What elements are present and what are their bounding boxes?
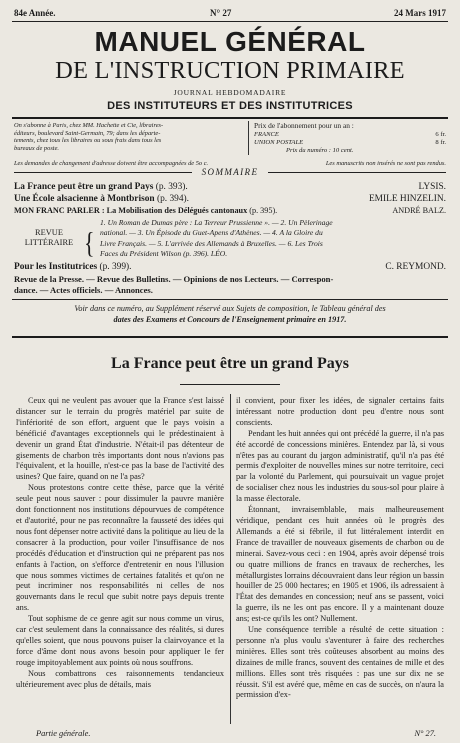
brace: { <box>84 225 95 260</box>
price-table: FRANCE 6 fr. UNION POSTALE 8 fr. <box>254 131 446 146</box>
paragraph: Une conséquence terrible a résulté de cette situation : personne n'a plus voulu s'aventurer à faire des recherches minières. Elles sont très coûteuses absorbent au moins des dizaines de mille francs, souvent des centaines de mille et des millions. Elles sont très risquées : pas une sur dix ne se réussit. S'il est avéré que, même en cas de succès, on n'aura la permission d'ex- <box>236 625 444 700</box>
footer-issue: N° 27. <box>414 729 436 738</box>
masthead-subtitle: JOURNAL HEBDOMADAIRE <box>173 88 287 97</box>
masthead-title-2: DE L'INSTRUCTION PRIMAIRE <box>55 57 405 84</box>
supplement-notice: dates des Examens et Concours de l'Enseignement primaire en 1917. <box>113 315 347 324</box>
toc-row: Une École alsacienne à Montbrison (p. 394). EMILE HINZELIN. <box>14 194 446 204</box>
subscription-info: On s'abonne à Paris, chez MM. Hachette et Cie, libraires- éditeurs, boulevard Saint-Germain, 79; dans les départe- tements, chez tous les libraires ou sous frais dans tous les bureaux de poste. <box>14 122 164 152</box>
issue-number: N° 27 <box>210 8 232 18</box>
masthead-audience: DES INSTITUTEURS ET DES INSTITUTRICES <box>107 100 353 112</box>
revue-litteraire-contents: 1. Un Roman de Dumas père : La Terreur Prussienne ». — 2. Un Pèlerinage national. — 3. Un Épisode du Guet-Apens d'Athènes. — 4. A la Gloire du Livre Français. — 5. L'arrivée des Allemands à Bruxelles. — 6. Les Trois Faces du Président Wilson (p. 396). LÉO. <box>100 218 333 259</box>
footer-section: Partie générale. <box>36 729 91 738</box>
toc-row: La France peut être un grand Pays (p. 393). LYSIS. <box>14 182 446 192</box>
year-label: 84e Année. <box>14 8 56 18</box>
article-column-2 <box>236 396 444 701</box>
paragraph: Ceux qui ne veulent pas avouer que la France s'est laissé distancer sur le terrain du progrès matériel par suite de l'infériorité de son effort, arguent que le pays voisin a bénéficié d'avantages exceptionnels qui le prédestinaient à devenir un grand État d'industrie. N'était-il pas détenteur de gisements de charbon très importants dont nous n'avions pas l'équivalent, et la houille, n'est-ce pas la base de l'activité des usines? Que faire, quand on ne l'a pas? <box>16 396 224 482</box>
manuscript-notice: Les manuscrits non insérés ne sont pas rendus. <box>325 160 446 167</box>
paragraph: il convient, pour fixer les idées, de signaler certains faits intéressant notre production dont peu d'entre nous sont conscients. <box>236 396 444 427</box>
article-column-1 <box>16 396 224 690</box>
revue-litteraire-label: REVUE LITTÉRAIRE <box>24 228 74 247</box>
masthead-title-1: MANUEL GÉNÉRAL <box>94 26 366 57</box>
issue-price: Prix du numéro : 10 cent. <box>286 147 354 154</box>
article-title: La France peut être un grand Pays <box>111 355 349 372</box>
paragraph: Tout sophisme de ce genre agit sur nous comme un virus, car c'est seulement dans la connaissance des réalités, si dures qu'elles soient, que nous pouvons puiser la clairvoyance et la force d'âme dont nous avons besoin pour appliquer le fer rouge impitoyablement aux points où nous souffrons. <box>16 614 224 667</box>
issue-date: 24 Mars 1917 <box>394 8 446 18</box>
address-notice: Les demandes de changement d'adresse doivent être accompagnées de 5o c. <box>14 160 209 167</box>
sommaire-heading: SOMMAIRE <box>201 167 259 177</box>
paragraph: Étonnant, invraisemblable, mais malheureusement véridique, pendant ces huit années où le progrès des Allemands a été si fébrile, il fut littéralement interdit en France de travailler de nouveaux gisements de charbon ou de minerai. Savez-vous ceci : en 1904, après avoir dépensé trois ou quatre millions de francs en travaux de recherches, les métallurgistes lorrains découvraient dans leur région un bassin houiller de 25 000 hectares; en 1905 et 1906, ils adressaient à l'État des demandes en concession; neuf ans se passent, voici la guerre, ils ne les ont pas encore. Il y a maintenant douze ans; est-ce qu'ils les ont? Nullement. <box>236 505 444 624</box>
paragraph: Nous protestons contre cette thèse, parce que la vérité seule peut nous sauver : pour dissimuler la pauvre manière dont fonctionnent nos institutions dépourvues de compétence et d'autorité, pour ne pas reconnaître la fausseté des idées qui nous font dépenser notre activité dans la politique au lieu de la consacrer à la production, pour voiler l'insuffisance de nos procédés d'éducation et d'instruction qui ne préparent pas nos enfants à l'action, on s'efforce d'entretenir en nous l'illusion que nous sommes victimes de certaines fatalités et qu'on ne peut incriminer nos responsabilités ni celles de nos gouvernants dans le recul que subit notre pays depuis trente ans. <box>16 483 224 613</box>
toc-rubriques: dance. — Actes officiels. — Annonces. <box>14 285 153 295</box>
supplement-notice: Voir dans ce numéro, au Supplément réservé aux Sujets de composition, le Tableau général des <box>74 304 386 313</box>
toc-row: MON FRANC PARLER : La Mobilisation des Délégués cantonaux (p. 395). ANDRÉ BALZ. <box>14 206 446 215</box>
paragraph: Pendant les huit années qui ont précédé la guerre, il n'a pas été accordé de concessions minières. Entendez par là, si vous n'êtes pas au courant du jargon administratif, qu'il n'a pas été permis d'exploiter de nouvelles mines sur notre territoire, ceci par la volonté du Parlement, qui poursuivait un vague projet de socialiser chez nous les industries du sous-sol pour plaire à la masse électorale. <box>236 428 444 504</box>
price-title: Prix de l'abonnement pour un an : <box>254 121 354 130</box>
toc-row: Pour les Institutrices (p. 399). C. REYMOND. <box>14 262 446 272</box>
toc-rubriques: Revue de la Presse. — Revue des Bulletins. — Opinions de nos Lecteurs. — Correspon- <box>14 274 334 284</box>
paragraph: Nous combattrons ces raisonnements tendancieux ultérieurement avec plus de détails, mais <box>16 668 224 689</box>
